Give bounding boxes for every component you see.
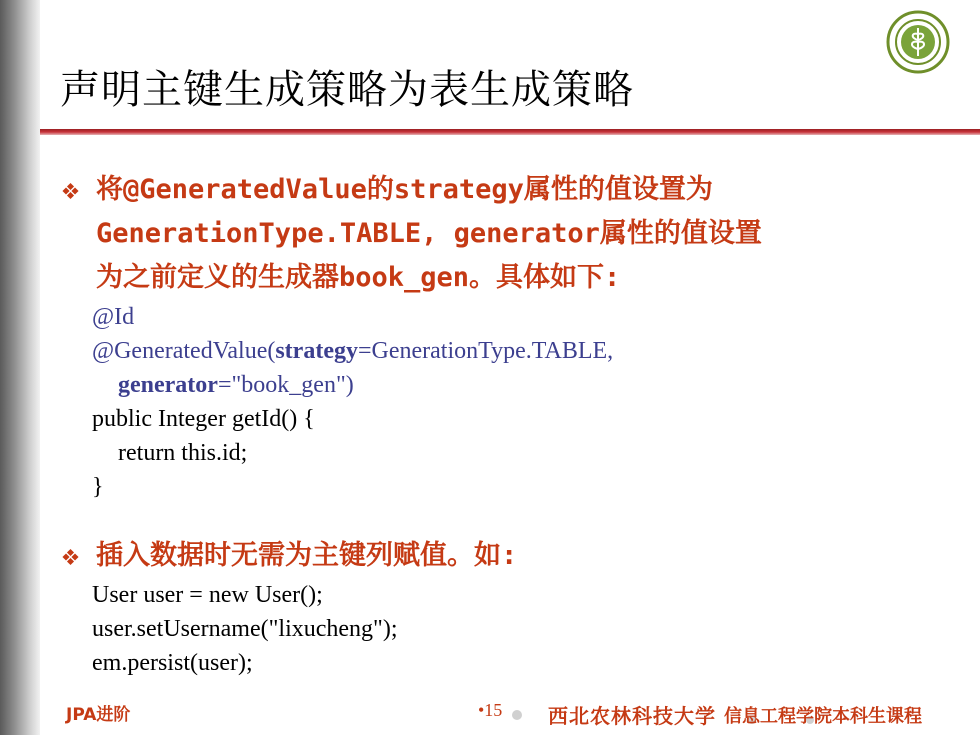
bullet-line: 插入数据时无需为主键列赋值。如: bbox=[96, 540, 518, 571]
code-line: @Id bbox=[92, 304, 135, 330]
university-seal-icon bbox=[886, 10, 950, 74]
left-decor-bar bbox=[0, 0, 40, 735]
bullet-line: 将@GeneratedValue的strategy属性的值设置为 bbox=[96, 174, 713, 205]
code-line: user.setUsername("lixucheng"); bbox=[92, 616, 398, 642]
diamond-bullet-icon bbox=[58, 168, 88, 212]
footer-school-name: 西北农林科技大学 bbox=[548, 704, 716, 728]
diamond-bullet-icon bbox=[58, 534, 88, 578]
title-divider bbox=[40, 129, 980, 135]
bullet-line: GenerationType.TABLE, generator属性的值设置 bbox=[96, 218, 762, 249]
code-text: =GenerationType.TABLE, bbox=[357, 338, 614, 364]
footer-course-topic: JPA进阶 bbox=[66, 705, 131, 725]
bullet-line: 为之前定义的生成器book_gen。具体如下: bbox=[96, 262, 621, 293]
code-line: em.persist(user); bbox=[92, 650, 253, 676]
page-title: 声明主键生成策略为表生成策略 bbox=[60, 67, 634, 113]
code-keyword: strategy bbox=[275, 338, 358, 364]
code-text: ="book_gen") bbox=[217, 372, 354, 398]
code-line: public Integer getId() { bbox=[92, 406, 315, 432]
code-line: } bbox=[92, 474, 104, 500]
code-line bbox=[92, 336, 613, 366]
code-line: return this.id; bbox=[118, 440, 248, 466]
page-number: •15 bbox=[478, 700, 503, 720]
code-line bbox=[118, 370, 354, 400]
code-line: User user = new User(); bbox=[92, 582, 323, 608]
code-keyword: generator bbox=[118, 372, 218, 398]
footer-dot bbox=[512, 710, 522, 720]
code-text: @GeneratedValue( bbox=[92, 338, 276, 364]
footer-course-name: 信息工程学院本科生课程 bbox=[724, 706, 922, 727]
